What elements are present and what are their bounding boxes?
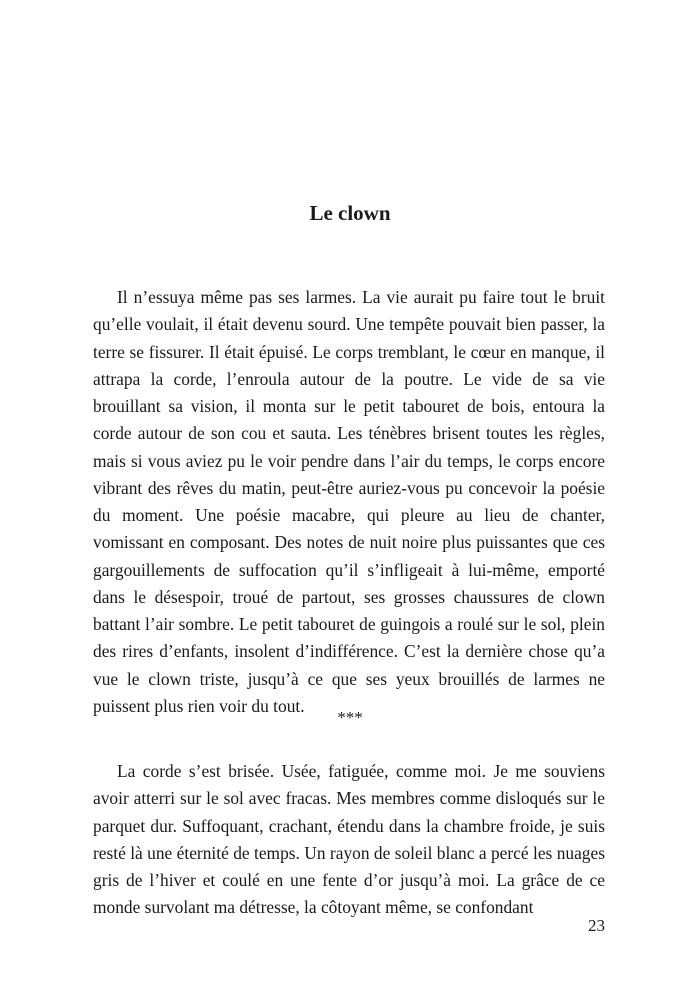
body-paragraph-2: La corde s’est brisée. Usée, fatiguée, comme moi. Je me souviens avoir atterri sur le sol avec fracas. Mes membres comme disloqués sur le parquet dur. Suffoquant, crachant, étendu dans la chambre froide, je suis resté là une éternité de temps. Un rayon de soleil blanc a percé les nuages gris de l’hiver et coulé en une fente d’or jusqu’à moi. La grâce de ce monde survolant ma détresse, la côtoyant même, se confondant [93,761,605,918]
chapter-title: Le clown [309,201,391,225]
page-number: 23 [588,916,605,935]
section-separator: *** [337,708,363,727]
body-paragraph-1: Il n’essuya même pas ses larmes. La vie aurait pu faire tout le bruit qu’elle voulait, il était devenu sourd. Une tempête pouvait bien passer, la terre se fissurer. Il était épuisé. Le corps tremblant, le cœur en manque, il attrapa la corde, l’enroula autour de la poutre. Le vide de sa vie brouillant sa vision, il monta sur le petit tabouret de bois, entoura la corde autour de son cou et sauta. Les ténèbres brisent toutes les règles, mais si vous aviez pu le voir pendre dans l’air du temps, le corps encore vibrant des rêves du matin, peut-être auriez-vous pu concevoir la poésie du moment. Une poésie macabre, qui pleure au lieu de chanter, vomissant en composant. Des notes de nuit noire plus puissantes que ces gargouillements de suffocation qu’il s’infligeait à lui-même, emporté dans le désespoir, troué de partout, ses grosses chaussures de clown battant l’air sombre. Le petit tabouret de guingois a roulé sur le sol, plein des rires d’enfants, insolent d’indifférence. C’est la dernière chose qu’a vue le clown triste, jusqu’à ce que ses yeux brouillés de larmes ne puissent plus rien voir du tout. [93,287,605,716]
